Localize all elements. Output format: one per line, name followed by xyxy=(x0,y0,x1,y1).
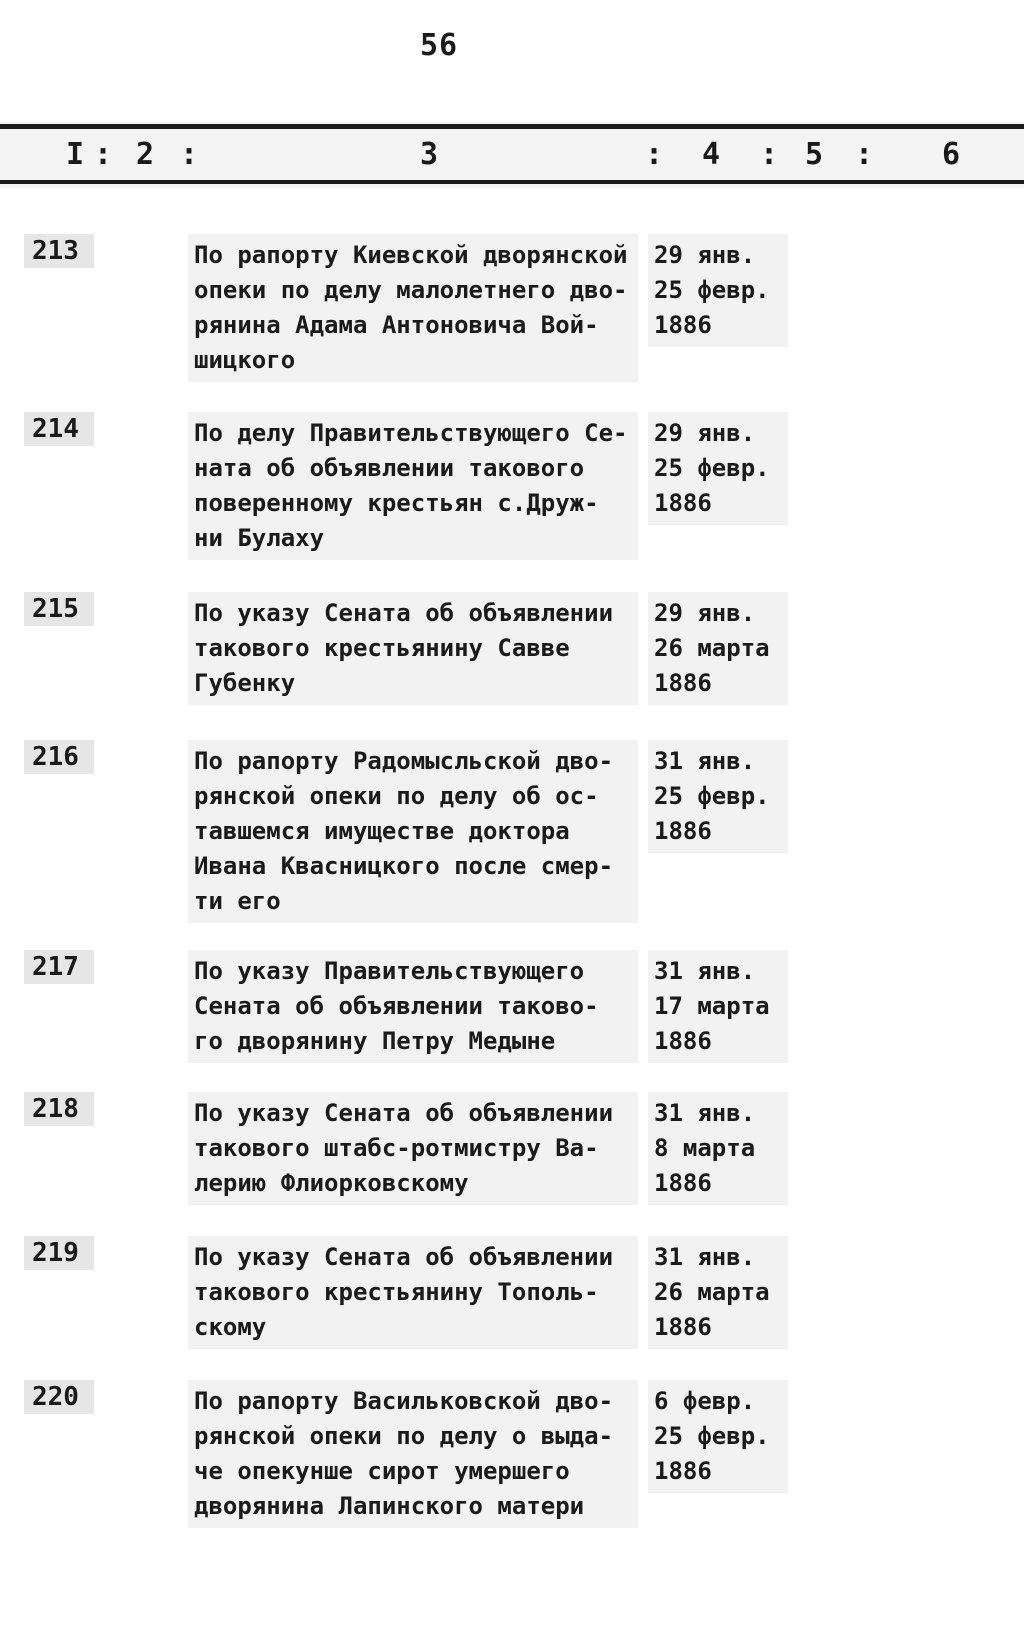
entry-description-line: Сената об объявлении таково- xyxy=(194,992,599,1020)
column-header-1: I xyxy=(66,137,85,172)
entry-description-line: ни Булаху xyxy=(194,524,325,552)
entry-dates xyxy=(648,1380,788,1493)
entry-description-line: По делу Правительствующего Се- xyxy=(194,419,628,447)
entry-number: 216 xyxy=(24,740,94,774)
entry-description-line: рянской опеки по делу о выда- xyxy=(194,1422,614,1450)
entry-date-line: 17 марта xyxy=(654,992,770,1020)
column-header-4: 4 xyxy=(702,137,721,172)
entry-description-line: По указу Сената об объявлении xyxy=(194,599,614,627)
header-rule-bottom xyxy=(0,180,1024,184)
entry-description-line: По указу Сената об объявлении xyxy=(194,1243,614,1271)
entry-date-line: 29 янв. xyxy=(654,419,756,447)
entry-description-line: такового крестьянину Савве xyxy=(194,634,570,662)
entry-date-line: 31 янв. xyxy=(654,957,756,985)
entry-number: 220 xyxy=(24,1380,94,1414)
page-number: 56 xyxy=(420,28,459,63)
entry-date-line: 6 февр. xyxy=(654,1387,756,1415)
entry-number: 215 xyxy=(24,592,94,626)
entry-description-line: такового штабс-ротмистру Ва- xyxy=(194,1134,599,1162)
entry-date-line: 25 февр. xyxy=(654,454,770,482)
entry-dates xyxy=(648,740,788,853)
entry-dates xyxy=(648,1236,788,1349)
column-separator: : xyxy=(760,137,779,172)
entry-description-line: По рапорту Васильковской дво- xyxy=(194,1387,614,1415)
column-separator: : xyxy=(855,137,874,172)
entry-description-line: опеки по делу малолетнего дво- xyxy=(194,276,628,304)
column-header-6: 6 xyxy=(942,137,961,172)
column-separator: : xyxy=(94,137,113,172)
entry-description-line: скому xyxy=(194,1313,267,1341)
entry-description-line: дворянина Лапинского матери xyxy=(194,1492,585,1520)
entry-description-line: По рапорту Радомысльской дво- xyxy=(194,747,614,775)
entry-description-line: лерию Флиорковскому xyxy=(194,1169,469,1197)
entry-date-line: 31 янв. xyxy=(654,1099,756,1127)
entry-date-line: 1886 xyxy=(654,489,712,517)
entry-date-line: 29 янв. xyxy=(654,599,756,627)
entry-dates xyxy=(648,592,788,705)
entry-date-line: 26 марта xyxy=(654,1278,770,1306)
entry-description-line: го дворянину Петру Медыне xyxy=(194,1027,556,1055)
column-header-5: 5 xyxy=(805,137,824,172)
entry-description xyxy=(188,1236,638,1349)
entry-description-line: Ивана Квасницкого после смер- xyxy=(194,852,614,880)
entry-dates xyxy=(648,1092,788,1205)
entry-description xyxy=(188,234,638,382)
entry-description-line: По указу Сената об объявлении xyxy=(194,1099,614,1127)
entry-description-line: шицкого xyxy=(194,346,296,374)
entry-description xyxy=(188,1380,638,1528)
entry-description-line: По рапорту Киевской дворянской xyxy=(194,241,628,269)
entry-date-line: 26 марта xyxy=(654,634,770,662)
entry-dates xyxy=(648,412,788,525)
entry-description-line: такового крестьянину Тополь- xyxy=(194,1278,599,1306)
entry-description xyxy=(188,740,638,923)
entry-number: 218 xyxy=(24,1092,94,1126)
entry-description xyxy=(188,592,638,705)
entry-description-line: поверенному крестьян с.Друж- xyxy=(194,489,599,517)
entry-description-line: рянина Адама Антоновича Вой- xyxy=(194,311,599,339)
entry-date-line: 1886 xyxy=(654,1457,712,1485)
entry-date-line: 25 февр. xyxy=(654,276,770,304)
entry-date-line: 25 февр. xyxy=(654,782,770,810)
entry-description xyxy=(188,1092,638,1205)
entry-date-line: 31 янв. xyxy=(654,747,756,775)
entry-description xyxy=(188,950,638,1063)
entry-number: 213 xyxy=(24,234,94,268)
entry-number: 217 xyxy=(24,950,94,984)
entry-description xyxy=(188,412,638,560)
entry-description-line: По указу Правительствующего xyxy=(194,957,585,985)
entry-date-line: 29 янв. xyxy=(654,241,756,269)
column-separator: : xyxy=(180,137,199,172)
entry-date-line: 25 февр. xyxy=(654,1422,770,1450)
entry-date-line: 1886 xyxy=(654,311,712,339)
entry-date-line: 1886 xyxy=(654,1027,712,1055)
entry-date-line: 31 янв. xyxy=(654,1243,756,1271)
entry-date-line: 1886 xyxy=(654,1169,712,1197)
entry-date-line: 8 марта xyxy=(654,1134,756,1162)
entry-number: 219 xyxy=(24,1236,94,1270)
entry-date-line: 1886 xyxy=(654,669,712,697)
entry-date-line: 1886 xyxy=(654,817,712,845)
entry-description-line: че опекунше сирот умершего xyxy=(194,1457,570,1485)
entry-description-line: Губенку xyxy=(194,669,296,697)
entry-dates xyxy=(648,950,788,1063)
entry-dates xyxy=(648,234,788,347)
entry-date-line: 1886 xyxy=(654,1313,712,1341)
header-rule-top xyxy=(0,124,1024,129)
column-header-3: 3 xyxy=(420,137,439,172)
column-separator: : xyxy=(645,137,664,172)
entry-description-line: ти его xyxy=(194,887,281,915)
column-header-2: 2 xyxy=(136,137,155,172)
entry-number: 214 xyxy=(24,412,94,446)
entry-description-line: рянской опеки по делу об ос- xyxy=(194,782,599,810)
entry-description-line: ната об объявлении такового xyxy=(194,454,585,482)
entry-description-line: тавшемся имуществе доктора xyxy=(194,817,570,845)
